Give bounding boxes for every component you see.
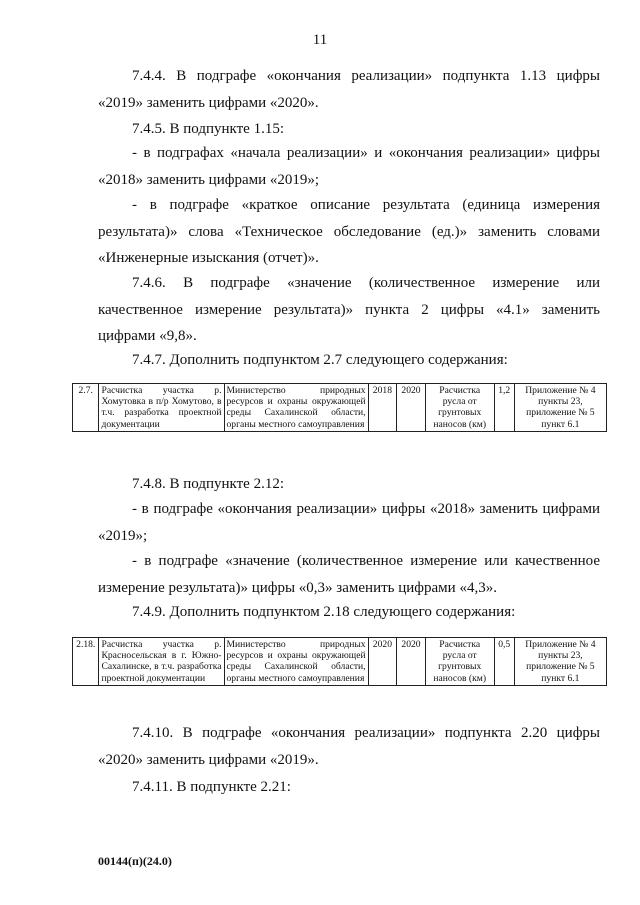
paragraph-7-4-8: 7.4.8. В подпункте 2.12: bbox=[132, 476, 285, 492]
table-row bbox=[73, 384, 607, 432]
paragraph-7-4-10: 7.4.10. В подграфе «окончания реализации» подпункта 2.20 цифры «2020» заменить цифрами «2019». bbox=[98, 725, 600, 768]
paragraph-7-4-5-a: - в подграфах «начала реализации» и «окончания реализации» цифры «2018» заменить цифрами «2019»; bbox=[98, 145, 600, 188]
start-year: 2020 bbox=[368, 638, 397, 686]
paragraph-7-4-7: 7.4.7. Дополнить подпунктом 2.7 следующего содержания: bbox=[132, 352, 508, 368]
appendix-reference: Приложение № 4 пункты 23, приложение № 5 пункт 6.1 bbox=[514, 384, 606, 432]
appendix-reference: Приложение № 4 пункты 23, приложение № 5 пункт 6.1 bbox=[514, 638, 606, 686]
document-code: 00144(п)(24.0) bbox=[98, 854, 172, 868]
table-subpoint-2-18 bbox=[72, 637, 607, 686]
end-year: 2020 bbox=[397, 638, 426, 686]
row-number: 2.7. bbox=[73, 384, 99, 432]
end-year: 2020 bbox=[397, 384, 426, 432]
paragraph-7-4-5-b: - в подграфе «краткое описание результата (единица измерения результата)» слова «Техническое обследование (ед.)» заменить словами «Инженерные изыскания (отчет)». bbox=[98, 197, 600, 266]
result-value: 0,5 bbox=[494, 638, 514, 686]
start-year: 2018 bbox=[368, 384, 397, 432]
table-subpoint-2-7 bbox=[72, 383, 607, 432]
paragraph-7-4-4: 7.4.4. В подграфе «окончания реализации» подпункта 1.13 цифры «2019» заменить цифрами «2020». bbox=[98, 68, 600, 111]
executor: Министерство природных ресурсов и охраны окружающей среды Сахалинской области, органы местного самоуправления bbox=[224, 638, 368, 686]
measure-name: Расчистка участка р. Хомутовка в п/р Хомутово, в т.ч. разработка проектной документации bbox=[99, 384, 224, 432]
paragraph-7-4-6: 7.4.6. В подграфе «значение (количественное измерение или качественное измерение результата)» пункта 2 цифры «4.1» заменить цифрами «9,8». bbox=[98, 275, 600, 344]
paragraph-7-4-8-a: - в подграфе «окончания реализации» цифры «2018» заменить цифрами «2019»; bbox=[98, 501, 600, 544]
paragraph-7-4-9: 7.4.9. Дополнить подпунктом 2.18 следующего содержания: bbox=[132, 604, 516, 620]
result-description: Расчистка русла от грунтовых наносов (км) bbox=[425, 384, 494, 432]
paragraph-7-4-8-b: - в подграфе «значение (количественное измерение или качественное измерение результата)» цифры «0,3» заменить цифрами «4,3». bbox=[98, 553, 600, 596]
row-number: 2.18. bbox=[73, 638, 99, 686]
page-number: 11 bbox=[312, 32, 328, 48]
table-row bbox=[73, 638, 607, 686]
result-value: 1,2 bbox=[494, 384, 514, 432]
paragraph-7-4-5: 7.4.5. В подпункте 1.15: bbox=[132, 121, 285, 137]
result-description: Расчистка русла от грунтовых наносов (км) bbox=[425, 638, 494, 686]
executor: Министерство природных ресурсов и охраны окружающей среды Сахалинской области, органы местного самоуправления bbox=[224, 384, 368, 432]
measure-name: Расчистка участка р. Красносельская в г. Южно-Сахалинске, в т.ч. разработка проектной документации bbox=[99, 638, 224, 686]
paragraph-7-4-11: 7.4.11. В подпункте 2.21: bbox=[132, 779, 291, 795]
